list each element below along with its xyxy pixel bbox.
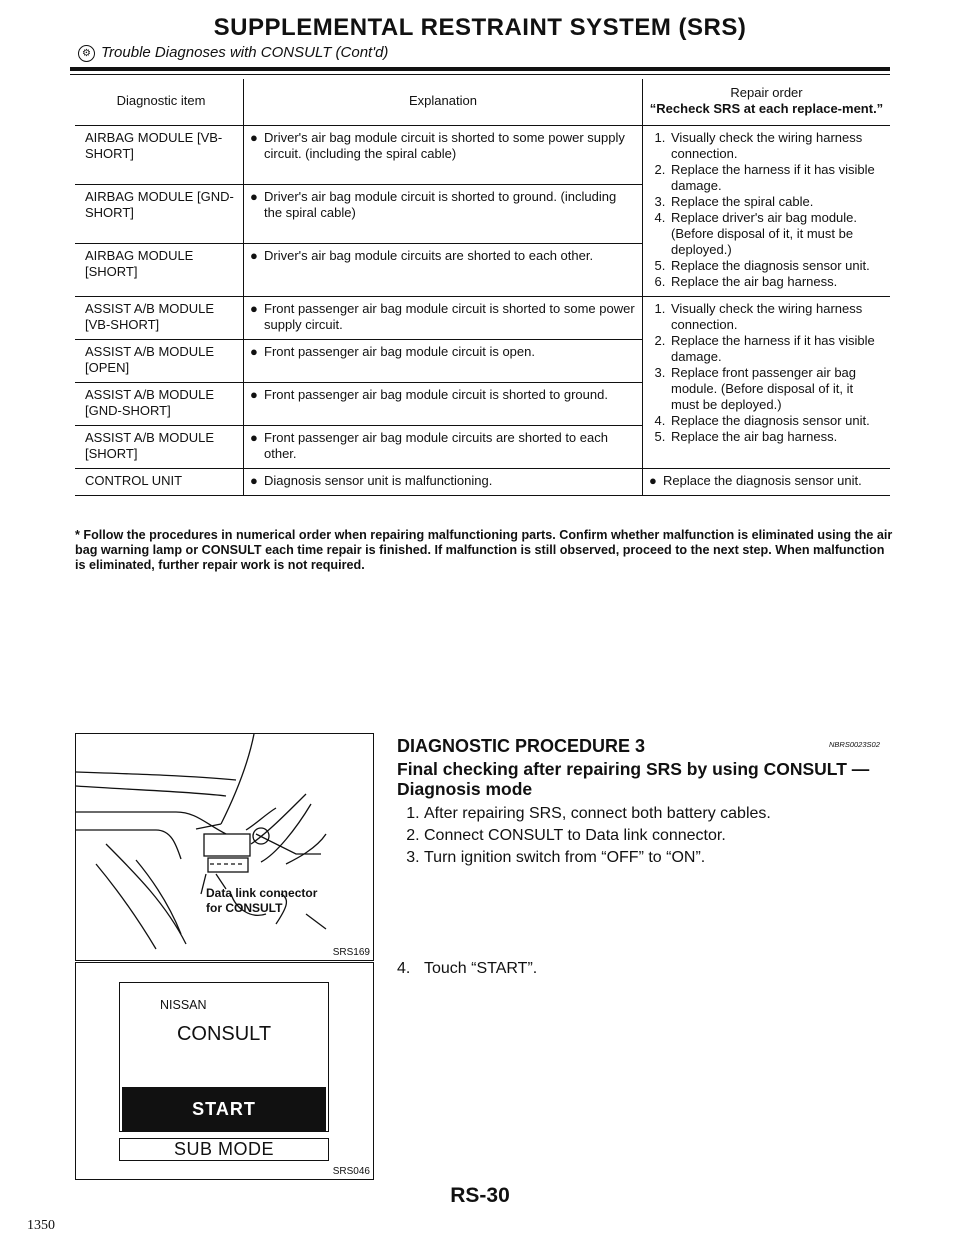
figure-consult-screen [75, 962, 374, 1180]
repair-step: 3. Replace front passenger air bag module. (Before disposal of it, it must be deployed.) [669, 365, 884, 413]
procedure-subtitle: Final checking after repairing SRS by using CONSULT — Diagnosis mode [397, 759, 870, 799]
diagnostic-item: CONTROL UNIT [75, 469, 244, 496]
explanation-cell: ● Front passenger air bag module circuit is open. [244, 340, 643, 383]
procedure-step: 3. Turn ignition switch from “OFF” to “ON”. [424, 847, 897, 869]
header-explanation: Explanation [244, 79, 643, 126]
procedure-code: NBRS0023S02 [829, 740, 880, 749]
subtitle-text: Trouble Diagnoses with CONSULT (Cont'd) [101, 44, 389, 61]
diagnostic-item: AIRBAG MODULE [SHORT] [75, 244, 244, 297]
header-diagnostic-item: Diagnostic item [75, 79, 244, 126]
repair-step: 4. Replace driver's air bag module. (Before disposal of it, it must be deployed.) [669, 210, 884, 258]
diagnostic-item: ASSIST A/B MODULE [GND-SHORT] [75, 383, 244, 426]
repair-step: 2. Replace the harness if it has visible damage. [669, 162, 884, 194]
repair-step: 3. Replace the spiral cable. [669, 194, 884, 210]
table-row [75, 469, 890, 496]
procedure-step: 2. Connect CONSULT to Data link connector. [424, 825, 897, 847]
repair-step: 2. Replace the harness if it has visible damage. [669, 333, 884, 365]
step-text: Touch “START”. [424, 960, 538, 977]
explanation-cell: ● Driver's air bag module circuits are shorted to each other. [244, 244, 643, 297]
repair-steps-airbag [649, 130, 884, 290]
procedure-step-4 [397, 960, 537, 978]
sub-mode-button[interactable]: SUB MODE [119, 1138, 329, 1161]
repair-step: 5. Replace the air bag harness. [669, 429, 884, 445]
explanation-cell: ● Front passenger air bag module circuit is shorted to ground. [244, 383, 643, 426]
header-rule-thick [70, 67, 890, 71]
repair-step: 5. Replace the diagnosis sensor unit. [669, 258, 884, 274]
diagnostic-item: ASSIST A/B MODULE [OPEN] [75, 340, 244, 383]
repair-order-note: “Recheck SRS at each replace-ment.” [649, 101, 884, 116]
repair-step: 1. Visually check the wiring harness connection. [669, 130, 884, 162]
step-number: 4. [397, 960, 411, 977]
repair-order-cell [643, 126, 891, 297]
procedure-steps [397, 803, 897, 869]
figure-code: SRS046 [332, 1166, 370, 1177]
figure-data-link-connector [75, 733, 374, 961]
repair-order-cell [643, 297, 891, 469]
explanation-cell: ● Driver's air bag module circuit is shorted to some power supply circuit. (including the spiral cable) [244, 126, 643, 185]
repair-steps-assist [649, 301, 884, 445]
explanation-text: Driver's air bag module circuit is shorted to some power supply circuit. (including the spiral cable) [264, 130, 625, 161]
page-title: SUPPLEMENTAL RESTRAINT SYSTEM (SRS) [213, 14, 747, 41]
table-row [75, 126, 890, 185]
table-header-row [75, 79, 890, 126]
diagnostic-table [75, 79, 890, 496]
repair-step: 1. Visually check the wiring harness connection. [669, 301, 884, 333]
diagnostic-item: ASSIST A/B MODULE [VB-SHORT] [75, 297, 244, 340]
page-number: RS-30 [450, 1184, 510, 1207]
diagnostic-item: AIRBAG MODULE [GND-SHORT] [75, 185, 244, 244]
diagnostic-item: AIRBAG MODULE [VB-SHORT] [75, 126, 244, 185]
procedure-step: 1. After repairing SRS, connect both battery cables. [424, 803, 897, 825]
callout-line2: for CONSULT [206, 901, 283, 915]
repair-step: 6. Replace the air bag harness. [669, 274, 884, 290]
explanation-cell: ● Front passenger air bag module circuits are shorted to each other. [244, 426, 643, 469]
margin-number: 1350 [27, 1218, 55, 1233]
callout-line1: Data link connector [206, 886, 318, 900]
explanation-text: Front passenger air bag module circuit is shorted to some power supply circuit. [264, 301, 635, 332]
explanation-text: Driver's air bag module circuits are shorted to each other. [264, 248, 594, 263]
repair-step: 4. Replace the diagnosis sensor unit. [669, 413, 884, 429]
figure-code: SRS169 [332, 947, 370, 958]
procedure-note: * Follow the procedures in numerical order when repairing malfunctioning parts. Confirm whether malfunction is eliminated using the air bag warning lamp or CONSULT each time repair is finished. If malfunction is still observed, proceed to the next step. When malfunction is eliminated, further repair work is not required. [75, 528, 893, 572]
consult-display [119, 982, 329, 1132]
explanation-cell: ● Front passenger air bag module circuit is shorted to some power supply circuit. [244, 297, 643, 340]
brand-label: NISSAN [160, 998, 207, 1012]
header-repair-order [643, 79, 891, 126]
explanation-cell: ● Driver's air bag module circuit is shorted to ground. (including the spiral cable) [244, 185, 643, 244]
explanation-text: Driver's air bag module circuit is shorted to ground. (including the spiral cable) [264, 189, 617, 220]
product-label: CONSULT [176, 1023, 272, 1045]
repair-order-cell: ● Replace the diagnosis sensor unit. [643, 469, 891, 496]
explanation-text: Diagnosis sensor unit is malfunctioning. [264, 473, 493, 488]
explanation-text: Front passenger air bag module circuit is open. [264, 344, 535, 359]
procedure-title: DIAGNOSTIC PROCEDURE 3 [397, 736, 646, 756]
diagnostic-item: ASSIST A/B MODULE [SHORT] [75, 426, 244, 469]
table-row [75, 297, 890, 340]
repair-order-label: Repair order [730, 85, 803, 100]
connector-callout [206, 886, 317, 916]
dashboard-illustration [76, 734, 373, 960]
start-button[interactable]: START [122, 1087, 326, 1131]
diagnostic-procedure [397, 736, 897, 869]
repair-step: Replace the diagnosis sensor unit. [663, 473, 862, 488]
header-rule-thin [70, 74, 890, 75]
explanation-text: Front passenger air bag module circuits are shorted to each other. [264, 430, 608, 461]
explanation-text: Front passenger air bag module circuit is shorted to ground. [264, 387, 608, 402]
explanation-cell: ● Diagnosis sensor unit is malfunctioning. [244, 469, 643, 496]
diagnostic-icon: ⚙ [78, 45, 95, 62]
section-subtitle [78, 44, 388, 62]
